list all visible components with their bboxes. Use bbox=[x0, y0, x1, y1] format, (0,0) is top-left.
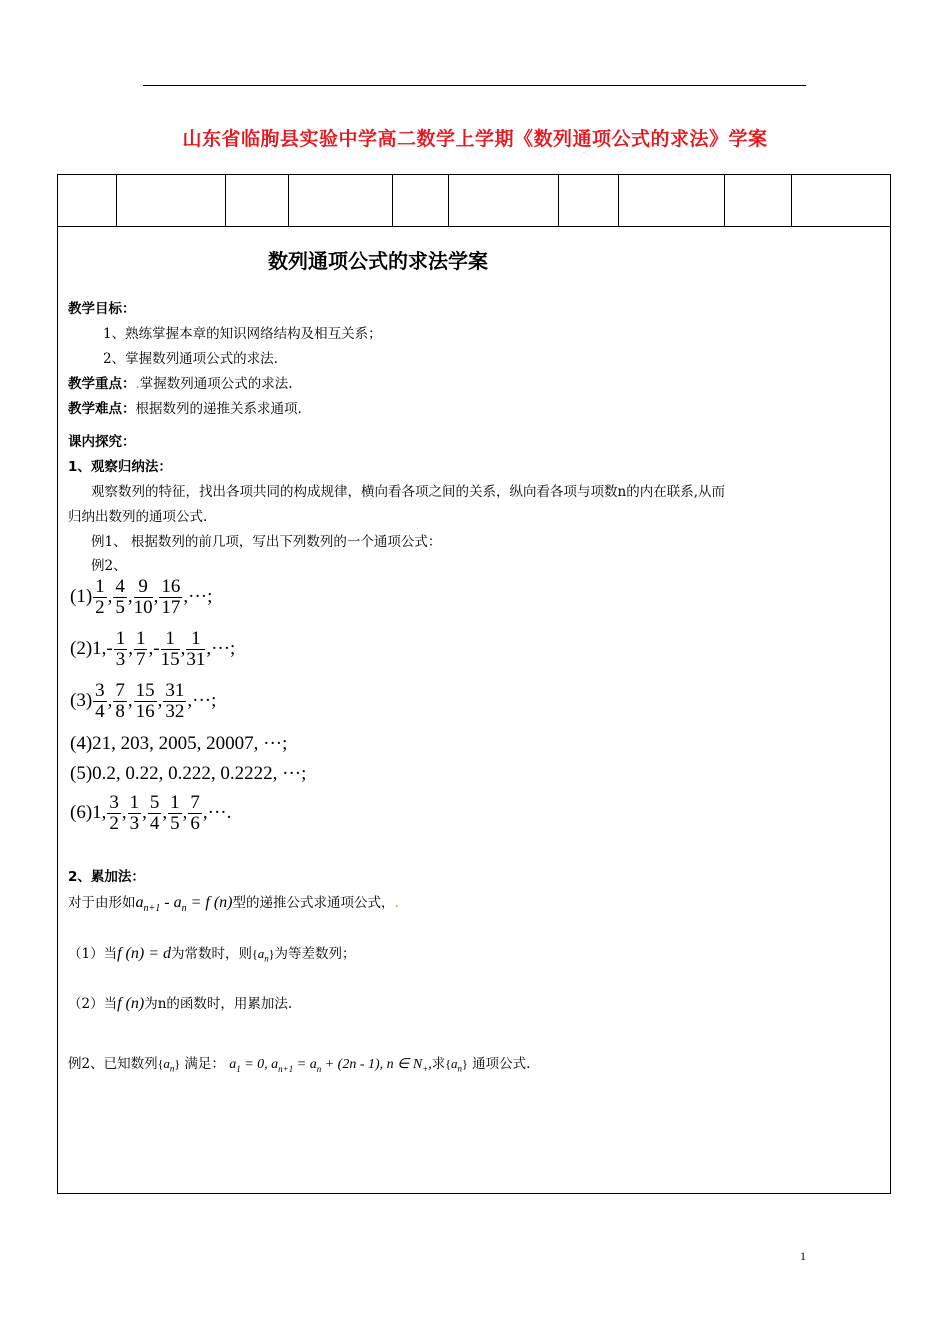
lesson-title: 数列通项公式的求法学案 bbox=[268, 249, 488, 273]
section-1-paragraph: 观察数列的特征，找出各项共同的构成规律，横向看各项之间的关系，纵向看各项与项数n的内在联系,从而 bbox=[91, 484, 725, 500]
document-title: 山东省临朐县实验中学高二数学上学期《数列通项公式的求法》学案 bbox=[182, 128, 768, 150]
sequence-label: (2)1, bbox=[70, 637, 107, 659]
case-2: （2）当f (n)为n的函数时，用累加法. bbox=[68, 995, 293, 1012]
sequence-5: (5)0.2, 0.22, 0.222, 0.2222, ···; bbox=[70, 763, 307, 784]
explore-label: 课内探究： bbox=[68, 434, 136, 450]
key-point: 教学重点：.掌握数列通项公式的求法. bbox=[68, 376, 293, 392]
page-number: 1 bbox=[800, 1249, 806, 1263]
sequence-3: (3) $\frac{3}{4}$ , $\frac{7}{8}$ , $\frac{15}{16}$ , $\frac{31}{32}$ ,···; bbox=[70, 680, 217, 722]
sequence-2: (2)1,- $\frac{1}{3}$ , $\frac{1}{7}$ ,- $\frac{1}{15}$ , $\frac{1}{31}$ ,···; bbox=[70, 628, 236, 670]
sequence-6: (6)1, $\frac{3}{2}$ , $\frac{1}{3}$ , $\frac{5}{4}$ , $\frac{1}{5}$ , $\frac{7}{6}$ ,···. bbox=[70, 792, 232, 834]
header-cell bbox=[58, 175, 117, 226]
difficulty-text: 根据数列的递推关系求通项. bbox=[135, 401, 302, 417]
example-1: 例1、 根据数列的前几项，写出下列数列的一个通项公式： bbox=[91, 534, 442, 550]
goal-item: 2、掌握数列通项公式的求法. bbox=[103, 351, 278, 367]
content-frame bbox=[57, 174, 891, 1194]
section-1-paragraph: 归纳出数列的通项公式. bbox=[68, 509, 208, 525]
goal-item: 1、熟练掌握本章的知识网络结构及相互关系； bbox=[103, 326, 382, 342]
header-cell bbox=[225, 175, 289, 226]
header-cell bbox=[448, 175, 559, 226]
sequence-label: (6)1, bbox=[70, 801, 107, 823]
difficulty-point bbox=[68, 397, 302, 417]
goals-label: 教学目标： bbox=[68, 301, 136, 317]
header-table-row bbox=[58, 175, 890, 227]
header-cell bbox=[116, 175, 226, 226]
header-rule bbox=[143, 85, 806, 86]
header-cell bbox=[558, 175, 619, 226]
sequence-label: (1) bbox=[70, 585, 93, 607]
sequence-label: (3) bbox=[70, 689, 93, 711]
header-cell bbox=[392, 175, 449, 226]
header-cell bbox=[288, 175, 393, 226]
section-1-title: 1、观察归纳法： bbox=[68, 459, 172, 475]
example-2-label: 例2、 bbox=[91, 558, 127, 574]
difficulty-label: 教学难点： bbox=[68, 401, 136, 417]
key-label: 教学重点： bbox=[68, 376, 136, 392]
case-1: （1）当f (n) = d为常数时，则$\{a_n\}$为等差数列； bbox=[68, 945, 356, 964]
header-cell bbox=[724, 175, 792, 226]
sequence-1: (1) $\frac{1}{2}$ , $\frac{4}{5}$ , $\frac{9}{10}$ , $\frac{16}{17}$ ,···; bbox=[70, 576, 213, 618]
sequence-4: (4)21, 203, 2005, 20007, ···; bbox=[70, 733, 288, 754]
example-3: 例2、已知数列$\{a_n\}$ 满足： $a_1 = 0$, $a_{n+1} = a_n + (2n - 1)$, n ∈ $N_+$,求$\{a_n\}$ 通项公式. bbox=[68, 1056, 531, 1074]
section-2-intro: 对于由形如$a_{n+1} - a_n = f$ (n)型的递推公式求通项公式，. bbox=[68, 894, 399, 915]
key-text: 掌握数列通项公式的求法. bbox=[139, 376, 293, 392]
header-cell bbox=[618, 175, 725, 226]
section-2-title: 2、累加法： bbox=[68, 869, 145, 885]
